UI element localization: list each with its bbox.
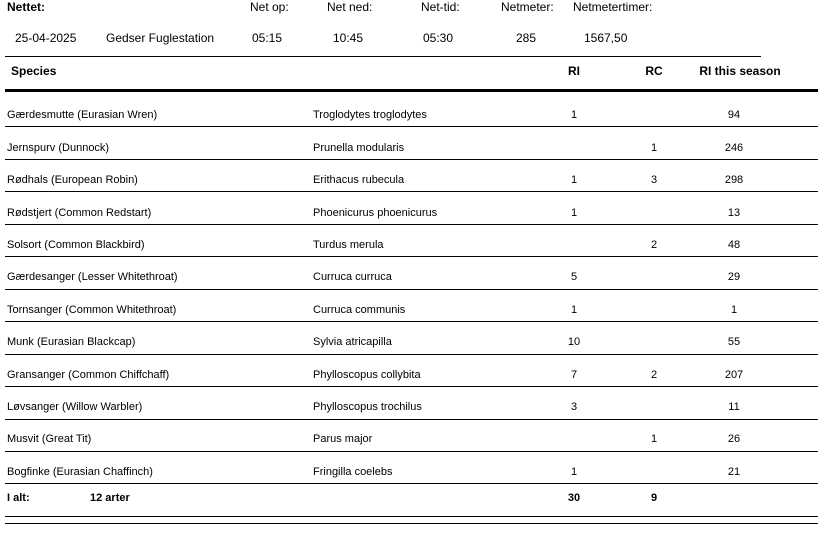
net-ned-value: 10:45 [333,31,364,45]
species-ri-season: 298 [724,174,744,186]
species-ri-season: 246 [724,142,744,154]
footer-rule-top [5,516,818,517]
net-tid-value: 05:30 [423,31,454,45]
species-name: Bogfinke (Eurasian Chaffinch) [7,466,153,478]
row-divider [5,321,818,322]
date-value: 25-04-2025 [15,31,77,45]
species-latin: Fringilla coelebs [313,466,393,478]
total-label: I alt: [7,492,30,504]
row-divider [5,191,818,192]
species-rc: 2 [650,239,658,251]
row-divider [5,224,818,225]
column-species: Species [11,64,57,78]
species-rc: 3 [650,174,658,186]
species-name: Gærdesanger (Lesser Whitethroat) [7,271,178,283]
species-ri-season: 29 [727,271,741,283]
species-rc: 1 [650,433,658,445]
row-divider [5,386,818,387]
net-tid-label: Net-tid: [421,0,460,14]
species-ri-season: 21 [727,466,741,478]
species-ri: 10 [567,336,581,348]
row-divider [5,451,818,452]
species-rc: 2 [650,369,658,381]
row-divider [5,289,818,290]
species-name: Jernspurv (Dunnock) [7,142,110,154]
species-latin: Prunella modularis [313,142,405,154]
species-latin: Phylloscopus collybita [313,369,421,381]
header-divider [5,56,761,57]
species-ri: 7 [570,369,578,381]
column-header-rule [5,89,818,92]
species-name: Musvit (Great Tit) [7,433,92,445]
species-name: Gransanger (Common Chiffchaff) [7,369,170,381]
net-op-label: Net op: [250,0,289,14]
row-divider [5,256,818,257]
species-latin: Sylvia atricapilla [313,336,392,348]
station-value: Gedser Fuglestation [106,31,215,45]
species-latin: Curruca curruca [313,271,392,283]
species-name: Solsort (Common Blackbird) [7,239,145,251]
species-latin: Curruca communis [313,304,406,316]
column-rc: RC [645,64,663,78]
net-op-value: 05:15 [252,31,283,45]
species-ri: 1 [570,466,578,478]
species-latin: Phoenicurus phoenicurus [313,207,438,219]
column-ri: RI [568,64,580,78]
species-ri-season: 11 [728,401,740,413]
netmeter-label: Netmeter: [501,0,554,14]
row-divider [5,126,818,127]
net-ned-label: Net ned: [327,0,373,14]
species-latin: Troglodytes troglodytes [313,109,427,121]
netmetertimer-value: 1567,50 [584,31,628,45]
species-ri-season: 207 [724,369,744,381]
species-ri-season: 13 [727,207,741,219]
species-latin: Parus major [313,433,373,445]
species-name: Rødhals (European Robin) [7,174,138,186]
species-ri-season: 26 [727,433,741,445]
nettet-label: Nettet: [7,0,45,14]
species-name: Munk (Eurasian Blackcap) [7,336,136,348]
species-ri: 1 [570,304,578,316]
row-divider [5,419,818,420]
footer-rule-bottom [5,523,818,524]
species-ri-season: 94 [727,109,741,121]
row-divider [5,159,818,160]
species-ri: 3 [570,401,578,413]
species-name: Løvsanger (Willow Warbler) [7,401,143,413]
total-rc: 9 [650,492,658,504]
species-ri: 1 [570,109,578,121]
netmeter-value: 285 [516,31,537,45]
species-ri: 1 [570,207,578,219]
species-ri: 1 [570,174,578,186]
species-latin: Erithacus rubecula [313,174,405,186]
netmetertimer-label: Netmetertimer: [573,0,653,14]
species-name: Tornsanger (Common Whitethroat) [7,304,177,316]
row-divider [5,354,818,355]
species-name: Gærdesmutte (Eurasian Wren) [7,109,158,121]
total-ri: 30 [567,492,581,504]
column-ri-season: RI this season [699,64,781,78]
species-ri-season: 55 [727,336,741,348]
species-ri: 5 [570,271,578,283]
species-rc: 1 [650,142,658,154]
species-latin: Phylloscopus trochilus [313,401,422,413]
species-name: Rødstjert (Common Redstart) [7,207,152,219]
species-latin: Turdus merula [313,239,384,251]
row-divider [5,483,818,484]
total-species-count: 12 arter [90,492,130,504]
species-ri-season: 48 [727,239,741,251]
species-ri-season: 1 [730,304,738,316]
